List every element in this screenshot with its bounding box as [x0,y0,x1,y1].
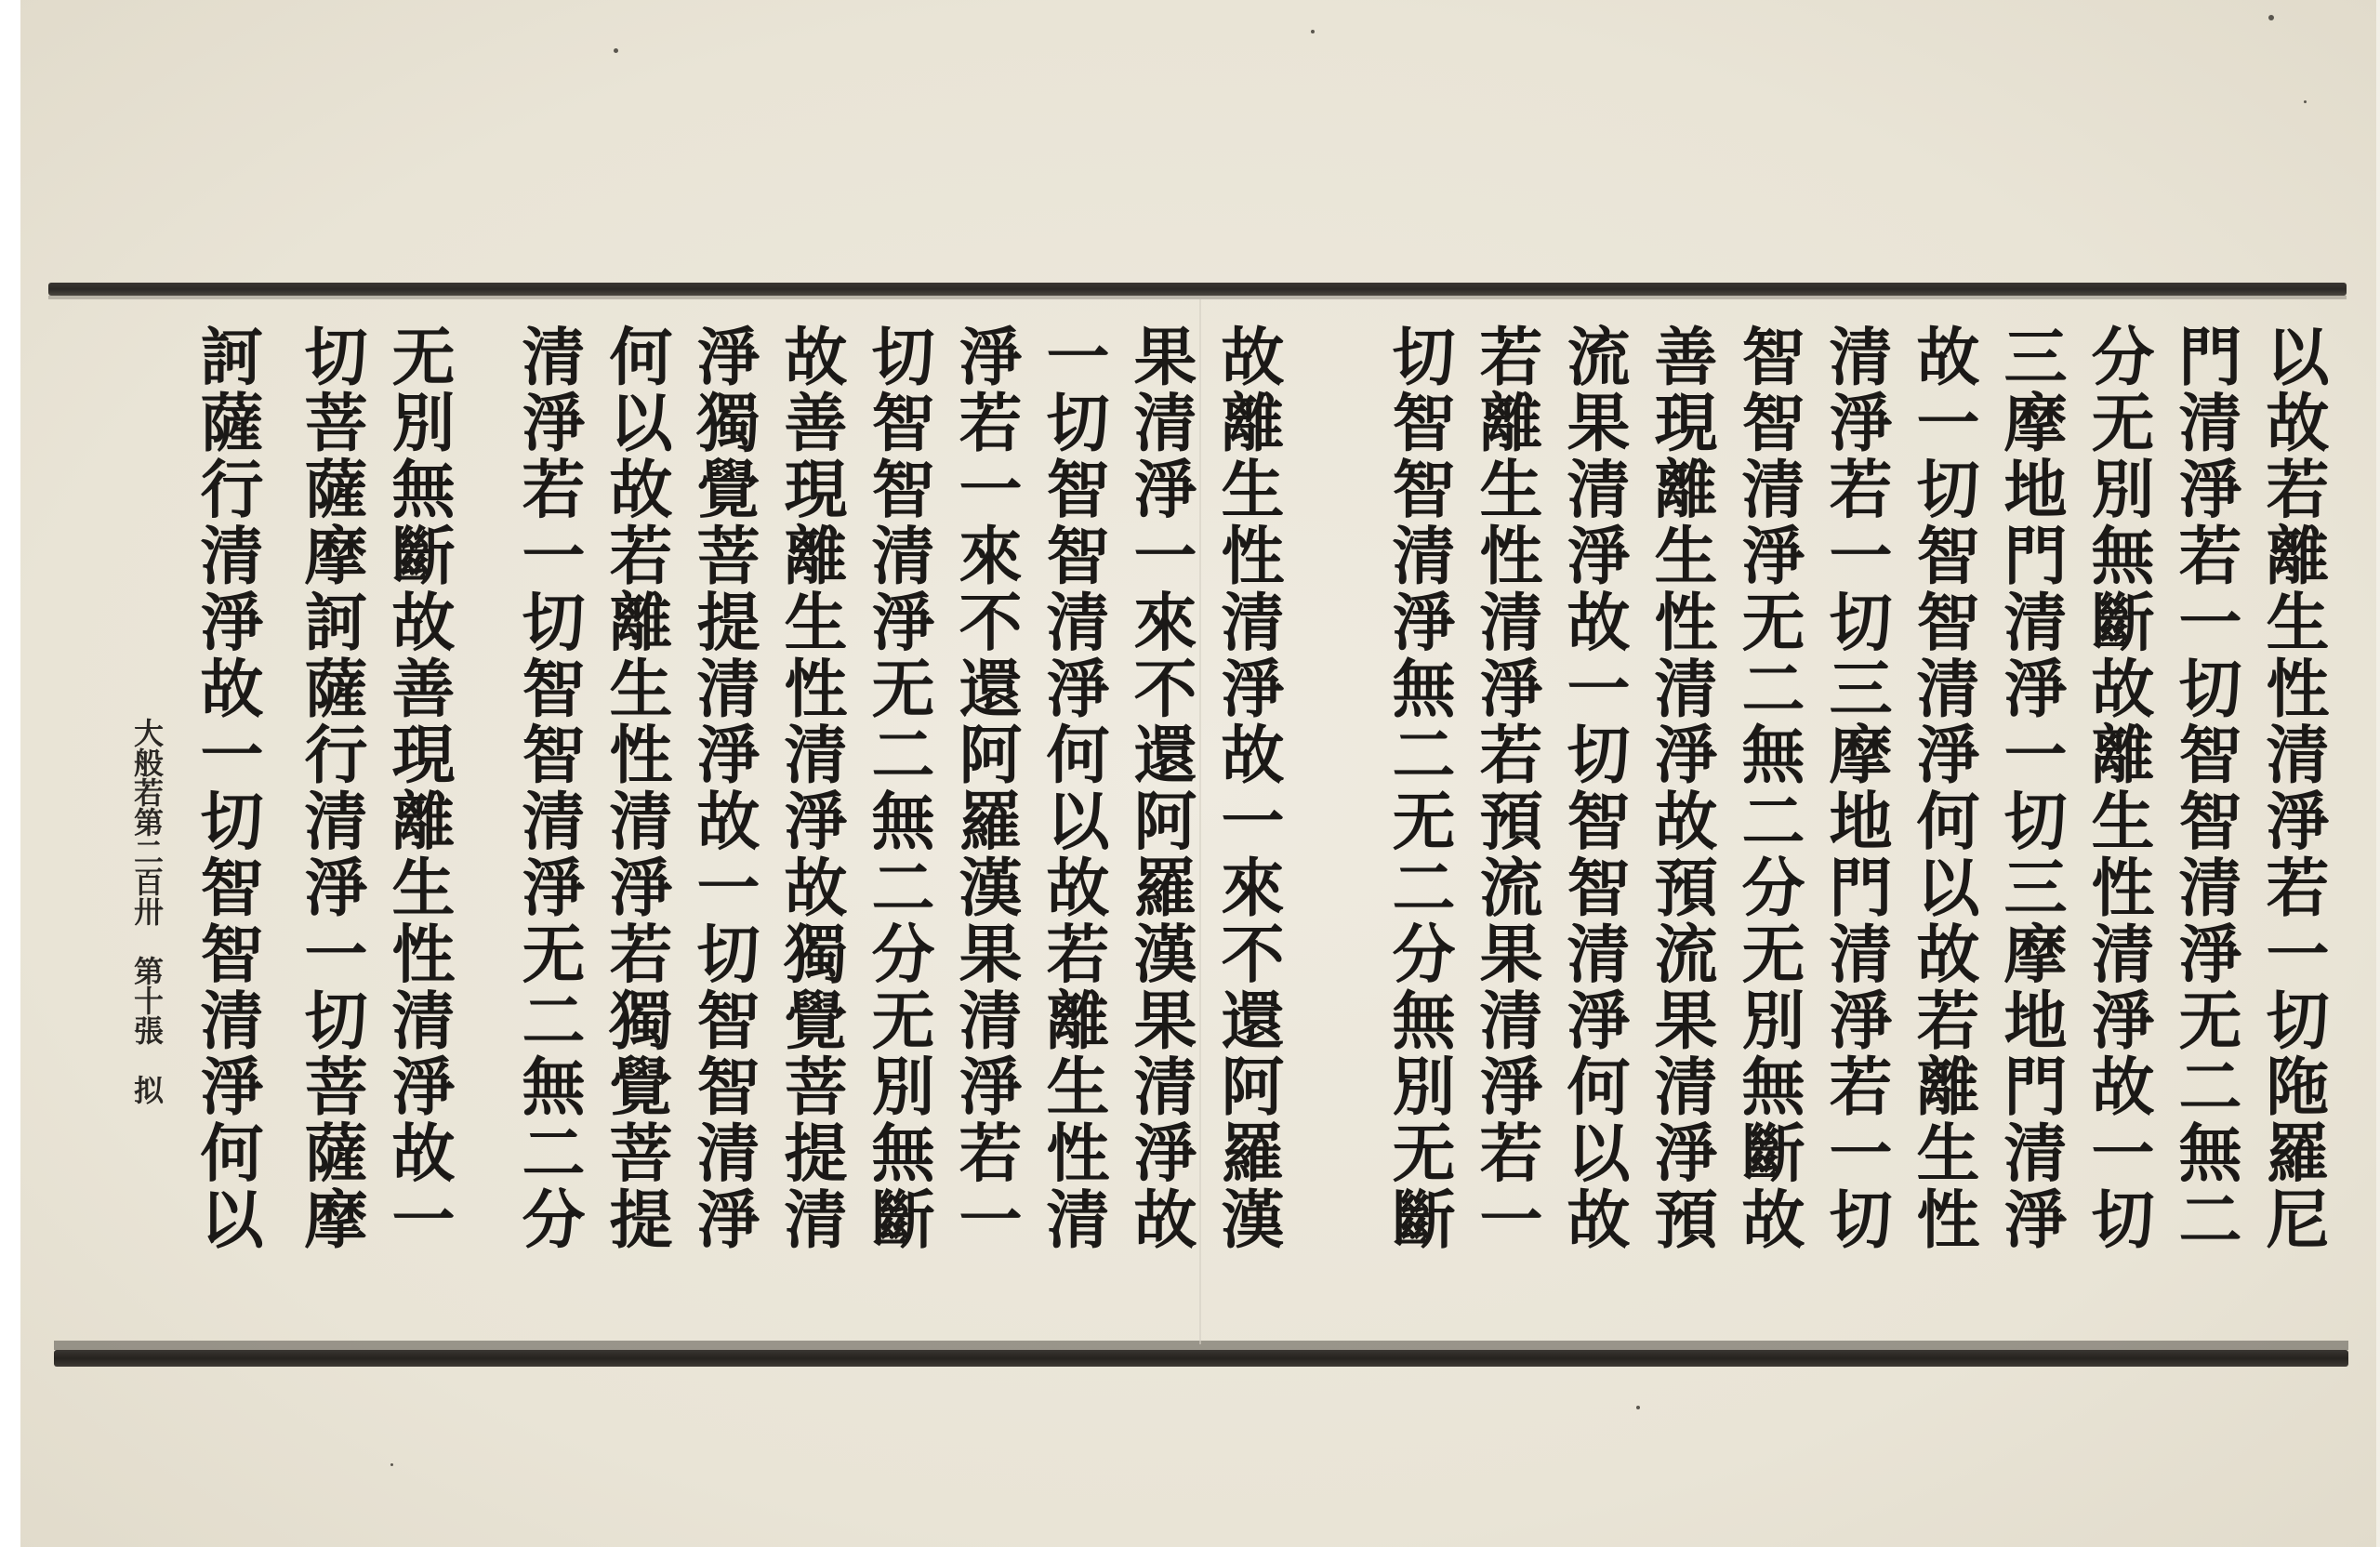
paper-speck [390,1463,393,1466]
paper-speck [2304,100,2307,103]
text-column: 淨若一來不還阿羅漢果清淨若一 [948,324,1023,1253]
text-column: 切菩薩摩訶薩行清淨一切菩薩摩 [294,324,368,1253]
frame-bottom-shadow [54,1341,2348,1350]
frame-bottom-border [54,1350,2348,1367]
frame-top-border [48,283,2347,296]
text-column: 切智智清淨无二無二分无別無斷 [861,324,935,1253]
text-column: 故善現離生性清淨故獨覺菩提清 [774,324,848,1253]
text-column: 三摩地門清淨一切三摩地門清淨 [1993,324,2068,1253]
text-column: 故離生性清淨故一來不還阿羅漢 [1210,324,1285,1253]
paper-speck [2268,15,2274,20]
page-margin-right [2376,0,2380,1547]
text-column: 何以故若離生性清淨若獨覺菩提 [599,324,673,1253]
frame-top-shadow [48,296,2347,299]
text-column: 淨獨覺菩提清淨故一切智智清淨 [686,324,760,1253]
text-column: 清淨若一切三摩地門清淨若一切 [1818,324,1893,1253]
text-column: 无別無斷故善現離生性清淨故一 [381,324,456,1253]
text-column: 果清淨一來不還阿羅漢果清淨故 [1123,324,1197,1253]
text-column: 訶薩行清淨故一切智智清淨何以 [190,324,264,1253]
text-column: 門清淨若一切智智清淨无二無二 [2168,324,2242,1253]
text-column: 一切智智清淨何以故若離生性清 [1036,324,1110,1253]
paper-speck [1636,1406,1640,1409]
text-column: 若離生性清淨若預流果清淨若一 [1469,324,1543,1253]
text-column: 流果清淨故一切智智清淨何以故 [1556,324,1631,1253]
paper-speck [1311,30,1315,33]
text-column: 切智智清淨無二无二分無別无斷 [1382,324,1456,1253]
text-column: 善現離生性清淨故預流果清淨預 [1644,324,1718,1253]
page-margin-left [0,0,20,1547]
volume-sheet-label: 大般若第二百卅 第十張 拟 [129,718,165,1104]
text-column: 清淨若一切智智清淨无二無二分 [511,324,586,1253]
text-column: 分无別無斷故離生性清淨故一切 [2081,324,2155,1253]
paper-speck [614,48,618,53]
text-column: 以故若離生性清淨若一切陁羅尼 [2255,324,2330,1253]
text-column: 故一切智智清淨何以故若離生性 [1906,324,1980,1253]
text-column: 智智清淨无二無二分无別無斷故 [1731,324,1805,1253]
